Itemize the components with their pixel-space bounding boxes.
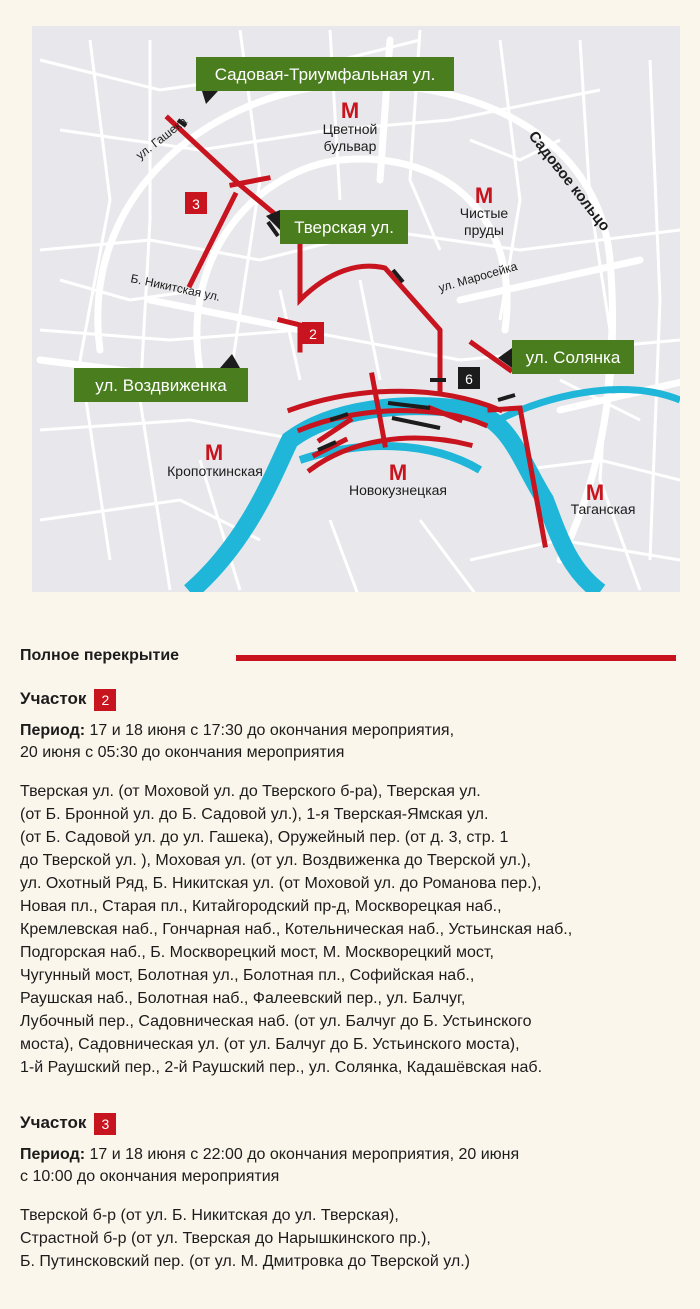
metro-label: Чистые [459,205,509,221]
streets-line: Кремлевская наб., Гончарная наб., Котельническая наб., Устьинская наб., [20,921,573,938]
metro-icon: М [204,440,224,465]
label-tverskaya[interactable] [266,210,408,244]
marker-number: 2 [309,326,317,342]
period-label: Период: [20,722,86,739]
metro-label: Цветной [322,121,378,137]
street-label-nikitskaya: Б. Никитская ул. [129,271,222,304]
section-2-streets [20,780,680,1079]
period-line: 17 и 18 июня с 17:30 до окончания мероприятия, [89,722,455,739]
garden-ring-label: Садовое кольцо [524,127,614,235]
section-2 [20,686,680,1079]
map-canvas [0,0,700,620]
callout-text: ул. Воздвиженка [95,376,227,395]
section-title: Участок [20,689,87,708]
section-3-streets [20,1204,680,1273]
callout-text: Садовая-Триумфальная ул. [214,65,436,84]
streets-line: (от Б. Садовой ул. до ул. Гашека), Оружейный пер. (от д. 3, стр. 1 [20,829,509,846]
streets-line: Тверская ул. (от Моховой ул. до Тверского б-ра), Тверская ул. [20,783,481,800]
streets-line: Чугунный мост, Болотная ул., Болотная пл., Софийская наб., [20,967,475,984]
section-3-heading [20,1110,680,1136]
section-2-heading [20,686,680,712]
section-3-period [20,1144,680,1188]
label-solyanka[interactable] [498,340,634,374]
legend-closure-line [236,655,676,661]
section-3 [20,1110,680,1273]
marker-number: 3 [192,196,200,212]
metro-icon: М [474,183,494,208]
streets-line: Страстной б-р (от ул. Тверская до Нарышкинского пр.), [20,1230,431,1247]
callout-text: Тверская ул. [294,218,394,237]
marker-section-6[interactable] [458,367,480,389]
callout-text: ул. Солянка [525,348,621,367]
period-label: Период: [20,1146,86,1163]
metro-label: Новокузнецкая [349,482,447,498]
streets-line: Тверской б-р (от ул. Б. Никитская до ул. Тверская), [20,1207,399,1224]
street-label-maroseyka: ул. Маросейка [436,259,519,295]
section-badge: 3 [94,1113,116,1135]
streets-line: Раушская наб., Болотная наб., Фалеевский пер., ул. Балчуг, [20,990,466,1007]
section-title: Участок [20,1113,87,1132]
streets-line: моста), Садовническая ул. (от ул. Балчуг до Б. Устьинского моста), [20,1036,520,1053]
metro-label: Таганская [570,501,636,517]
metro-icon: М [388,460,408,485]
marker-section-2[interactable] [302,322,324,344]
map[interactable] [0,0,700,620]
legend [20,644,660,670]
streets-line: до Тверской ул. ), Моховая ул. (от ул. Воздвиженка до Тверской ул.), [20,852,531,869]
section-2-period [20,720,680,764]
street-label-gasheka: ул. Гашека [133,114,190,163]
marker-number: 6 [465,371,473,387]
metro-icon: М [585,480,605,505]
streets-line: Лубочный пер., Садовническая наб. (от ул. Балчуг до Б. Устьинского [20,1013,532,1030]
legend-full-closure-label: Полное перекрытие [20,647,180,664]
section-badge: 2 [94,689,116,711]
streets-line: 1-й Раушский пер., 2-й Раушский пер., ул. Солянка, Кадашёвская наб. [20,1059,543,1076]
period-line: 17 и 18 июня с 22:00 до окончания мероприятия, 20 июня [89,1146,520,1163]
metro-icon: М [340,98,360,123]
streets-line: (от Б. Бронной ул. до Б. Садовой ул.), 1-я Тверская-Ямская ул. [20,806,489,823]
period-line: с 10:00 до окончания мероприятия [20,1168,280,1185]
marker-section-3[interactable] [185,192,207,214]
metro-label: Кропоткинская [167,463,263,479]
streets-line: Новая пл., Старая пл., Китайгородский пр-д, Москворецкая наб., [20,898,502,915]
streets-line: Подгорская наб., Б. Москворецкий мост, М. Москворецкий мост, [20,944,494,961]
metro-label: пруды [464,222,504,238]
streets-line: Б. Путинсковский пер. (от ул. М. Дмитровка до Тверской ул.) [20,1253,470,1270]
metro-label: бульвар [323,138,377,154]
period-line: 20 июня с 05:30 до окончания мероприятия [20,744,345,761]
streets-line: ул. Охотный Ряд, Б. Никитская ул. (от Моховой ул. до Романова пер.), [20,875,542,892]
